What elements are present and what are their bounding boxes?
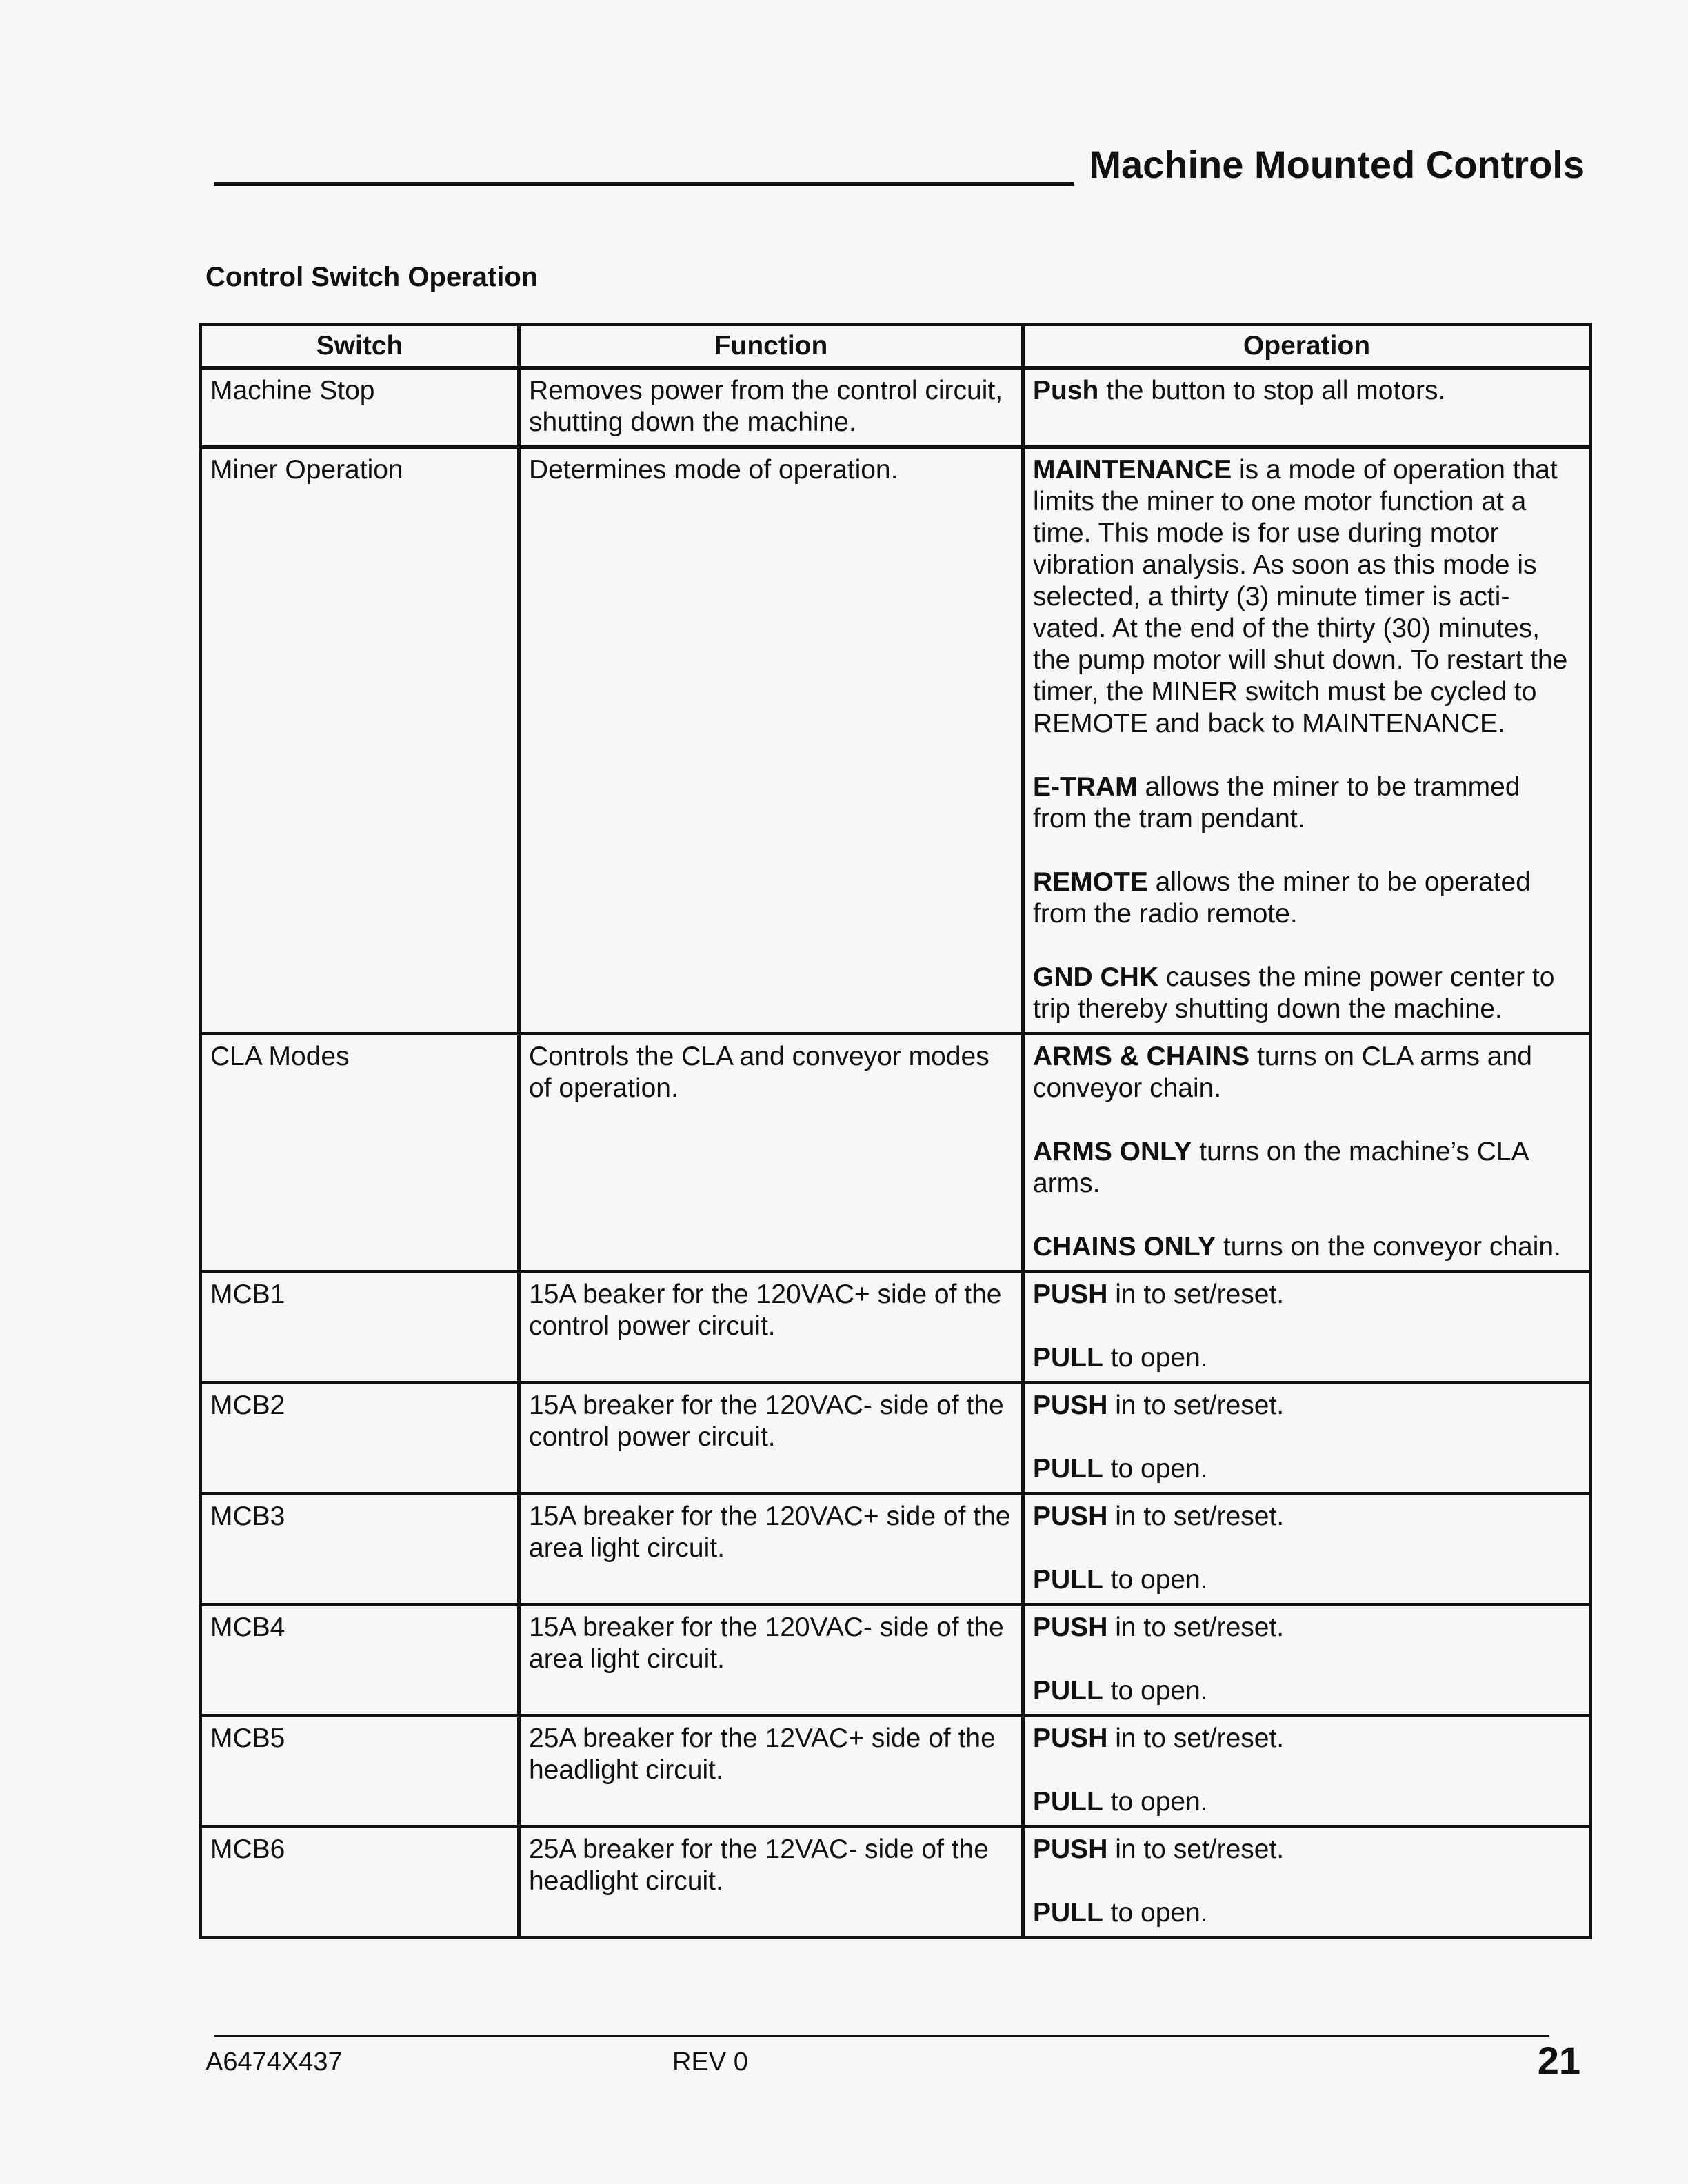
table-row	[201, 1494, 1591, 1605]
table-row	[201, 1034, 1591, 1272]
operation-keyword: PUSH	[1033, 1723, 1108, 1753]
table-row	[201, 1605, 1591, 1716]
operation-keyword: PULL	[1033, 1343, 1103, 1373]
operation-keyword: PULL	[1033, 1787, 1103, 1817]
cell-switch: MCB3	[201, 1494, 519, 1605]
header-rule	[214, 182, 1074, 186]
operation-text: to open.	[1103, 1343, 1208, 1373]
cell-operation	[1023, 1272, 1591, 1383]
cell-switch: MCB4	[201, 1605, 519, 1716]
operation-paragraph	[1033, 1897, 1580, 1929]
cell-function: Determines mode of operation.	[519, 447, 1023, 1034]
operation-paragraph	[1033, 1279, 1580, 1311]
cell-function: 25A breaker for the 12VAC+ side of the headlight circuit.	[519, 1716, 1023, 1827]
operation-keyword: PUSH	[1033, 1280, 1108, 1309]
cell-operation	[1023, 1827, 1591, 1938]
table-row	[201, 1383, 1591, 1494]
cell-switch: MCB6	[201, 1827, 519, 1938]
table-row	[201, 1827, 1591, 1938]
table-row	[201, 447, 1591, 1034]
cell-switch: Miner Operation	[201, 447, 519, 1034]
cell-switch: MCB1	[201, 1272, 519, 1383]
table-body	[201, 368, 1591, 1938]
table-row	[201, 368, 1591, 447]
cell-operation	[1023, 1034, 1591, 1272]
cell-switch: CLA Modes	[201, 1034, 519, 1272]
operation-keyword: ARMS & CHAINS	[1033, 1042, 1250, 1071]
operation-text: in to set/reset.	[1107, 1723, 1285, 1753]
operation-text: in to set/reset.	[1107, 1612, 1285, 1642]
operation-keyword: CHAINS ONLY	[1033, 1232, 1216, 1262]
table-header-row	[201, 325, 1591, 368]
operation-keyword: PULL	[1033, 1565, 1103, 1595]
operation-paragraph	[1033, 1041, 1580, 1104]
operation-paragraph	[1033, 454, 1580, 740]
operation-paragraph	[1033, 1723, 1580, 1755]
operation-keyword: ARMS ONLY	[1033, 1137, 1192, 1166]
operation-text: is a mode of operation that limits the miner to one motor function at a time. This mode is for use during motor vibration analysis. As soon as this mode is selected, a thirty (3) minute timer is acti-vated. At the end of the thirty (30) minutes, the pump motor will shut down. To restart the timer, the MINER switch must be cycled to REMOTE and back to MAINTENANCE.	[1033, 455, 1568, 738]
operation-keyword: MAINTENANCE	[1033, 455, 1232, 485]
column-header-operation: Operation	[1023, 325, 1591, 368]
operation-text: turns on the machine’s CLA arms.	[1033, 1137, 1528, 1198]
operation-keyword: PULL	[1033, 1898, 1103, 1928]
operation-paragraph	[1033, 1675, 1580, 1707]
operation-text: the button to stop all motors.	[1098, 376, 1446, 405]
cell-function: Controls the CLA and conveyor modes of operation.	[519, 1034, 1023, 1272]
operation-text: allows the miner to be trammed from the tram pendant.	[1033, 772, 1520, 833]
operation-keyword: REMOTE	[1033, 867, 1148, 897]
cell-switch: MCB5	[201, 1716, 519, 1827]
operation-paragraph	[1033, 771, 1580, 835]
operation-text: to open.	[1103, 1676, 1208, 1706]
operation-text: turns on CLA arms and conveyor chain.	[1033, 1042, 1532, 1103]
cell-switch: Machine Stop	[201, 368, 519, 447]
operation-keyword: PUSH	[1033, 1391, 1108, 1420]
control-switch-table	[199, 323, 1592, 1939]
revision-label: REV 0	[672, 2048, 748, 2076]
operation-paragraph	[1033, 1342, 1580, 1374]
operation-keyword: PUSH	[1033, 1834, 1108, 1864]
table-row	[201, 1272, 1591, 1383]
operation-keyword: PUSH	[1033, 1502, 1108, 1531]
operation-text: to open.	[1103, 1565, 1208, 1595]
operation-text: allows the miner to be operated from the radio remote.	[1033, 867, 1531, 929]
operation-paragraph	[1033, 375, 1580, 407]
page-number: 21	[1537, 2039, 1580, 2082]
section-title: Control Switch Operation	[205, 262, 539, 292]
operation-paragraph	[1033, 1136, 1580, 1200]
document-number: A6474X437	[205, 2048, 343, 2076]
column-header-function: Function	[519, 325, 1023, 368]
operation-paragraph	[1033, 1564, 1580, 1596]
operation-paragraph	[1033, 1786, 1580, 1818]
cell-operation	[1023, 1605, 1591, 1716]
footer-rule	[214, 2035, 1549, 2037]
cell-switch: MCB2	[201, 1383, 519, 1494]
operation-paragraph	[1033, 867, 1580, 930]
operation-text: to open.	[1103, 1454, 1208, 1484]
operation-paragraph	[1033, 1612, 1580, 1644]
operation-paragraph	[1033, 1501, 1580, 1533]
operation-keyword: PULL	[1033, 1454, 1103, 1484]
operation-paragraph	[1033, 962, 1580, 1025]
operation-text: to open.	[1103, 1787, 1208, 1817]
operation-text: in to set/reset.	[1107, 1502, 1285, 1531]
operation-text: to open.	[1103, 1898, 1208, 1928]
table-row	[201, 1716, 1591, 1827]
cell-function: 15A beaker for the 120VAC+ side of the control power circuit.	[519, 1272, 1023, 1383]
cell-function: Removes power from the control circuit, shutting down the machine.	[519, 368, 1023, 447]
cell-operation	[1023, 1383, 1591, 1494]
operation-paragraph	[1033, 1390, 1580, 1422]
operation-paragraph	[1033, 1231, 1580, 1263]
cell-function: 15A breaker for the 120VAC- side of the area light circuit.	[519, 1605, 1023, 1716]
cell-operation	[1023, 1494, 1591, 1605]
operation-keyword: E-TRAM	[1033, 772, 1138, 802]
operation-text: in to set/reset.	[1107, 1834, 1285, 1864]
operation-keyword: GND CHK	[1033, 962, 1158, 992]
column-header-switch: Switch	[201, 325, 519, 368]
page-header-title: Machine Mounted Controls	[1089, 143, 1585, 186]
operation-text: in to set/reset.	[1107, 1391, 1285, 1420]
cell-function: 25A breaker for the 12VAC- side of the headlight circuit.	[519, 1827, 1023, 1938]
operation-keyword: Push	[1033, 376, 1099, 405]
operation-text: in to set/reset.	[1107, 1280, 1285, 1309]
operation-paragraph	[1033, 1453, 1580, 1485]
cell-function: 15A breaker for the 120VAC- side of the control power circuit.	[519, 1383, 1023, 1494]
cell-function: 15A breaker for the 120VAC+ side of the area light circuit.	[519, 1494, 1023, 1605]
cell-operation	[1023, 447, 1591, 1034]
operation-keyword: PULL	[1033, 1676, 1103, 1706]
operation-keyword: PUSH	[1033, 1612, 1108, 1642]
cell-operation	[1023, 368, 1591, 447]
operation-paragraph	[1033, 1834, 1580, 1866]
operation-text: turns on the conveyor chain.	[1216, 1232, 1561, 1262]
operation-text: causes the mine power center to trip thereby shutting down the machine.	[1033, 962, 1555, 1024]
cell-operation	[1023, 1716, 1591, 1827]
